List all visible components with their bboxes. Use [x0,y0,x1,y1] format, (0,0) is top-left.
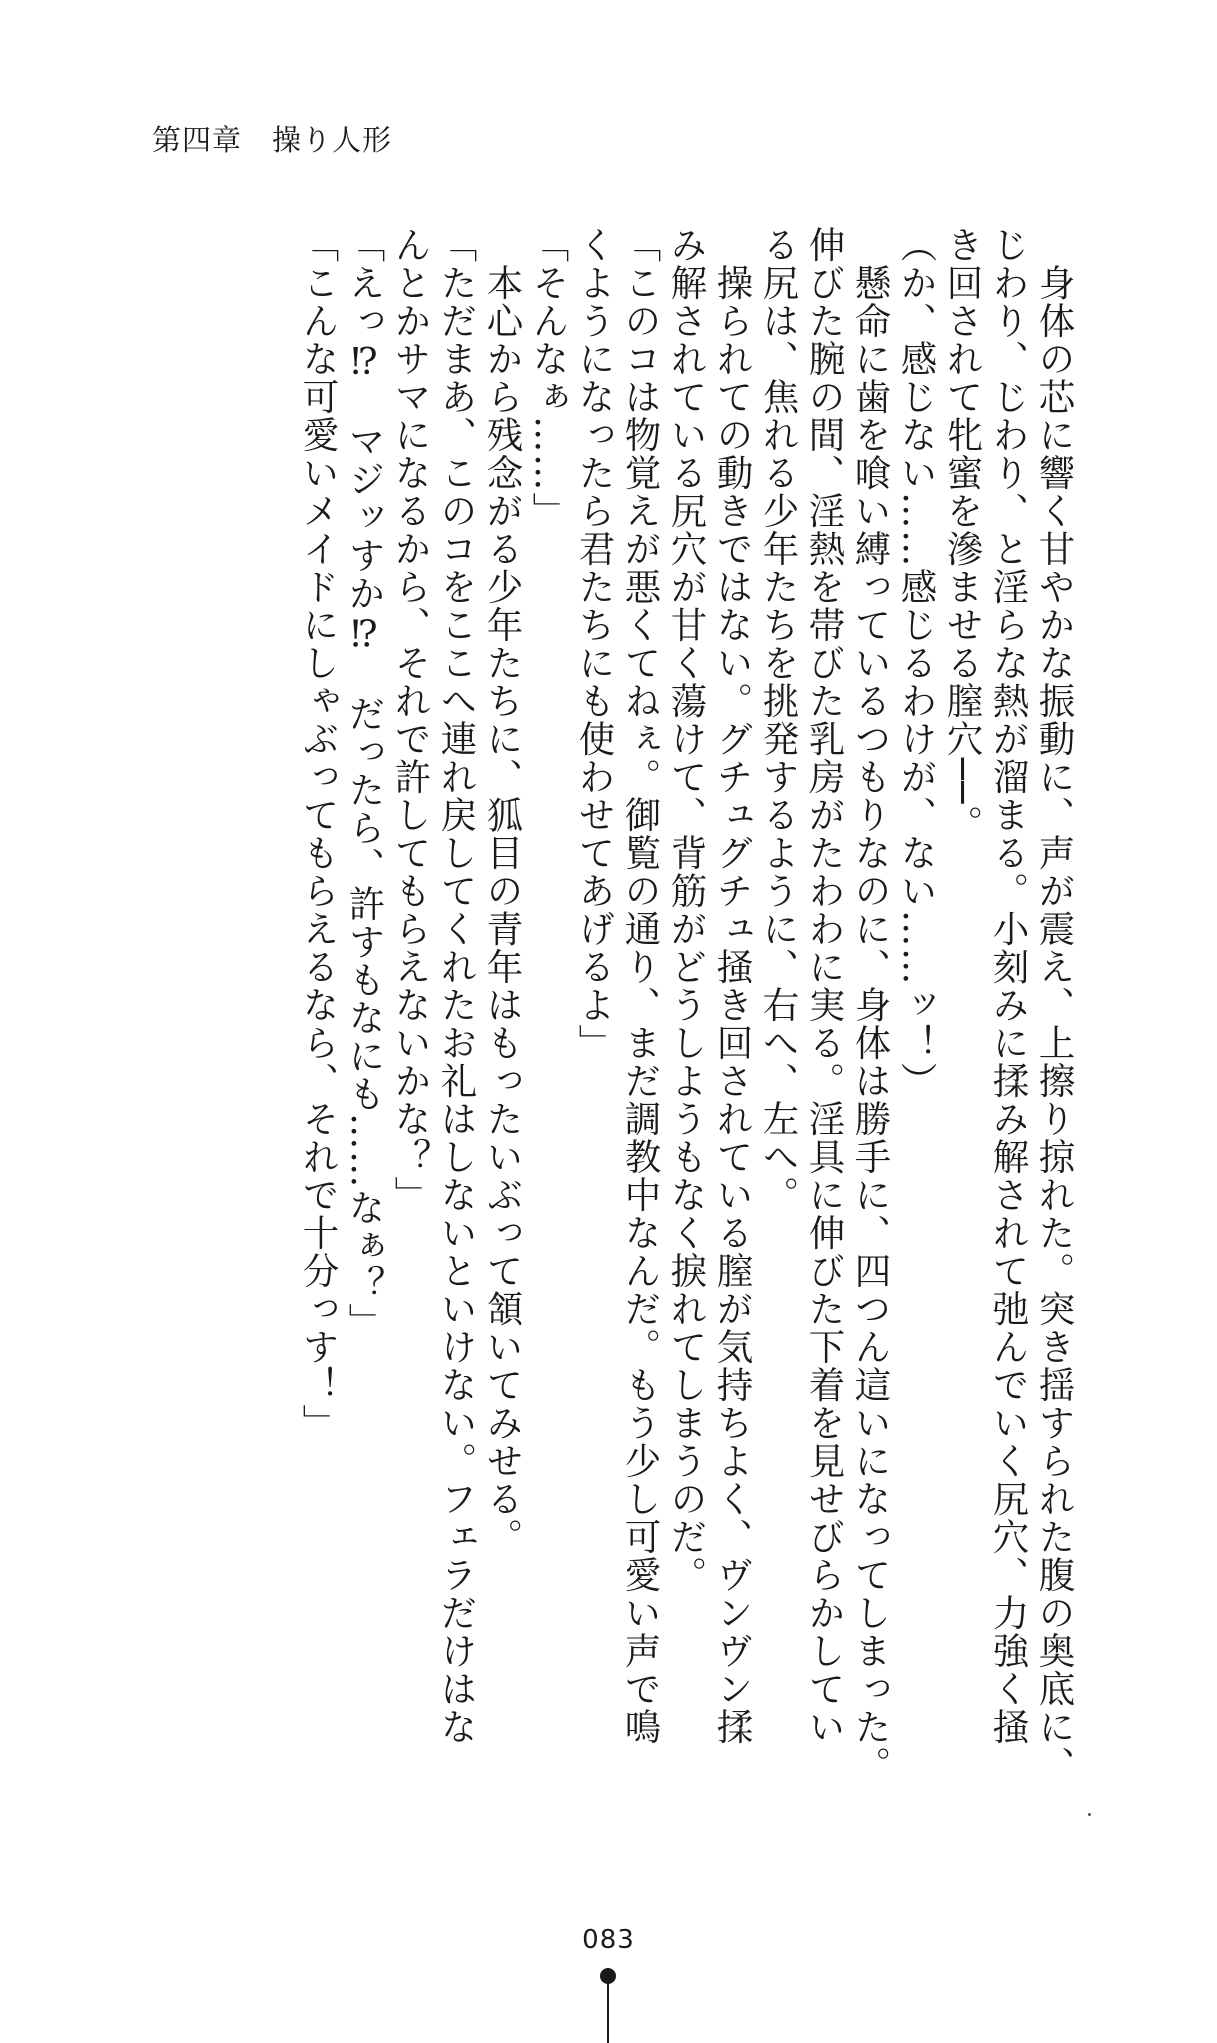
page-number: 083 [582,1925,635,1955]
text-line: 「このコは物覚えが悪くてねぇ。御覧の通り、まだ調教中なんだ。もう少し可愛い声で鳴 [619,226,662,1746]
text-line: んとかサマになるから、それで許してもらえないかな？」 [389,226,432,1214]
text-line: 本心から残念がる少年たちに、狐目の青年はもったいぶって頷いてみせる。 [481,226,524,1556]
text-line: 「ただまあ、このコをここへ連れ戻してくれたお礼はしないといけない。フェラだけはな [435,226,478,1746]
print-speck [1088,1813,1091,1816]
body-text [295,226,1077,1784]
running-head: 第四章 操り人形 [152,123,393,157]
text-line: 身体の芯に響く甘やかな振動に、声が震え、上擦り掠れた。突き揺すられた腹の奥底に、 [1033,226,1076,1784]
text-line: る尻は、焦れる少年たちを挑発するように、右へ、左へ。 [757,226,800,1214]
text-line: くようになったら君たちにも使わせてあげるよ」 [573,226,616,1062]
text-line: 「えっ⁉ マジッすか⁉ だったら、許すもなにも……なぁ？」 [343,226,386,1341]
text-line: じわり、じわり、と淫らな熱が溜まる。小刻みに揉み解されて弛んでいく尻穴、力強く掻 [987,226,1030,1746]
text-line: 伸びた腕の間、淫熱を帯びた乳房がたわわに実る。淫具に伸びた下着を見せびらかしてい [803,226,846,1746]
text-line: 操られての動きではない。グチュグチュ掻き回されている膣が気持ちよく、ヴンヴン揉 [711,226,754,1746]
text-line: （か、感じない……感じるわけが、ない……ッ！） [895,226,938,1100]
text-line: 懸命に歯を喰い縛っているつもりなのに、身体は勝手に、四つん這いになってしまった。 [849,226,892,1784]
text-line: 「そんなぁ……」 [527,226,570,530]
text-line: み解されている尻穴が甘く蕩けて、背筋がどうしようもなく捩れてしまうのだ。 [665,226,708,1594]
text-line: き回されて牝蜜を滲ませる膣穴──。 [941,226,984,843]
page-marker-rule [607,1982,609,2043]
text-line: 「こんな可愛いメイドにしゃぶってもらえるなら、それで十分っす！」 [297,226,340,1442]
